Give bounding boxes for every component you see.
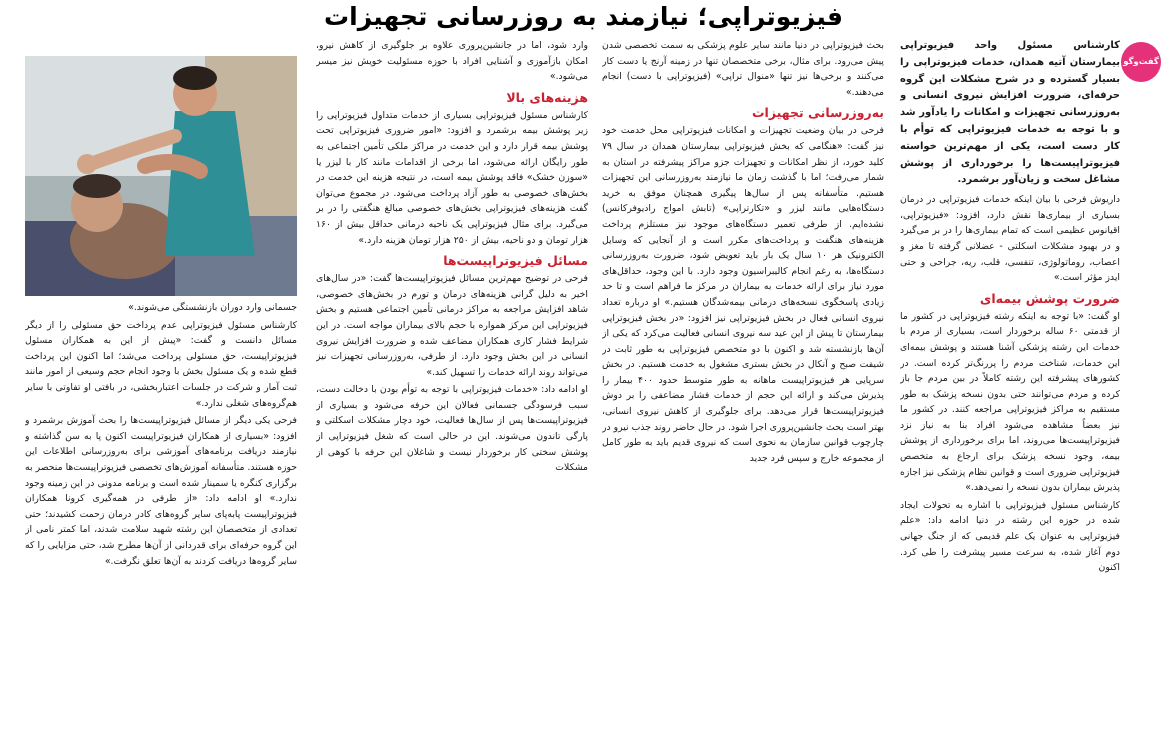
interview-badge: گفت‌وگو xyxy=(1121,42,1161,82)
section-heading: به‌روزرسانی تجهیزات xyxy=(752,105,884,121)
paragraph: او ادامه داد: «خدمات فیزیوتراپی با توجه به توأم بودن با دخالت دست، سبب فرسودگی جسمانی فعالان این حرفه می‌شود و بسیاری از فیزیوتراپیست‌ها پس از سال‌ها فعالیت، خود دچار مشکلات اسکلتی و پارگی تاندون می‌شوند. این در حالی است که شغل فیزیوتراپی از پوشش سختی کار برخوردار نیست و شاغلان این حرفه با کوهی از مشکلات xyxy=(316,384,588,474)
physiotherapy-photo xyxy=(25,56,297,296)
paragraph: وارد شود، اما در جانشین‌پروری علاوه بر جلوگیری از کاهش نیرو، امکان بازآموزی و آشنایی افراد با حوزه مسئولیت خویش نیز میسر می‌شود.» xyxy=(316,40,588,83)
section-heading: هزینه‌های بالا xyxy=(506,89,588,105)
paragraph: کارشناس مسئول فیزیوتراپی بسیاری از خدمات متداول فیزیوتراپی را زیر پوشش بیمه برشمرد و افزود: «امور ضروری فیزیوتراپی تحت پوشش بیمه قرار دارد و این خدمت در مراکز ملکی تأمین اجتماعی به طور رایگان ارائه می‌شود، اما برخی از اقدامات مانند کار با لیزر یا «سوزن خشک» فاقد پوشش بیمه است، در نتیجه هزینه این خدمت در بخش‌های خصوصی به طور آزاد پرداخت می‌شود. در مجموع می‌توان گفت هزینه‌های فیزیوتراپی بخش‌های خصوصی مبالغ هنگفتی را در بر می‌گیرد. برای مثال فیزیوتراپی یک ناحیه درمانی حداقل بیش از ۱۶۰ هزار تومان و دو ناحیه، بیش از ۲۵۰ هزار تومان هزینه دارد.» xyxy=(316,109,588,246)
section-heading: ضرورت پوشش بیمه‌ای xyxy=(979,290,1120,306)
paragraph: کارشناس مسئول فیزیوتراپی عدم پرداخت حق مسئولی را از دیگر مسائل دانست و گفت: «پیش از این به همکاران مسئول فیزیوتراپیست، حق مسئولی پرداخت می‌شد؛ اما اکنون این پرداخت قطع شده و یک مسئول بخش با وجود انجام حجم وسیعی از امور مانند ثبت آمار و شرکت در جلسات اعتباربخشی، در بافتی او تفاوتی با سایر هم‌گروه‌های شغلی ندارد.» xyxy=(25,319,297,409)
paragraph: بحث فیزیوتراپی در دنیا مانند سایر علوم پزشکی به سمت تخصصی شدن پیش می‌رود. برای مثال، برخی متخصصان تنها در زمینه آرنج یا دست کار می‌کنند و برخی‌ها نیز تنها «منوال تراپی» (فیزیوتراپی با دست) انجام می‌دهند.» xyxy=(602,40,884,98)
column-4 xyxy=(25,300,297,740)
lead-paragraph: کارشناس مسئول واحد فیزیوتراپی بیمارستان آتیه همدان، خدمات فیزیوتراپی را بسیار گسترده و در شرح مشکلات این گروه حرفه‌ای، ضرورت افزایش نیروی انسانی و به‌روزرسانی تجهیزات و امکانات را یادآور شد و با توجه به خدمات فیزیوتراپی که توأم با کار دست است، یکی از مهم‌ترین خواسته فیزیوتراپیست‌ها را برخورداری از پوشش مشاغل سخت و زیان‌آور برشمرد. xyxy=(900,40,1120,186)
paragraph: فرحی در توضیح مهم‌ترین مسائل فیزیوتراپیست‌ها گفت: «در سال‌های اخیر به دلیل گرانی هزینه‌های درمان و تورم در بخش‌های خصوصی، شاهد افزایش مراجعه به مراکز درمانی تأمین اجتماعی هستیم و بخش فیزیوتراپی این مرکز همواره با حجم بالای بیماران مواجه است. در این شرایط فشار کاری همکاران مضاعف شده و ضرورت افزایش نیروی انسانی در این بخش وجود دارد. از طرفی، به‌روزرسانی تجهیزات نیز می‌تواند روند ارائه خدمات را تسهیل کند.» xyxy=(316,273,588,378)
article-photo xyxy=(25,56,297,296)
paragraph: کارشناس مسئول فیزیوتراپی با اشاره به تحولات ایجاد شده در حوزه این رشته در دنیا ادامه داد: «علم فیزیوتراپی به عنوان یک علم قدیمی که از جنگ جهانی دوم آغاز شده، به سرعت مسیر پیشرفت را طی کرد. اکنون xyxy=(900,499,1120,574)
column-1 xyxy=(900,38,1120,738)
column-3 xyxy=(316,38,588,738)
paragraph: فرحی یکی دیگر از مسائل فیزیوتراپیست‌ها را بحث آموزش برشمرد و افزود: «بسیاری از همکاران فیزیوتراپیست اکنون پا به سن گذاشته و نیازمند دریافت برنامه‌های آموزشی برای به‌روزرسانی اطلاعات این حوزه هستند. متأسفانه آموزش‌های تخصصی فیزیوتراپیست‌ها منحصر به برگزاری کنگره یا سمینار شده است و برنامه مدونی در این زمینه وجود ندارد.» او ادامه داد: «از طرفی در همه‌گیری کرونا همکاران فیزیوتراپیست پابه‌پای سایر گروه‌های کادر درمان زحمت کشیدند؛ حتی تعدادی از متخصصان این رشته شهید سلامت شدند، اما کمتر نامی از این گروه حرفه‌ای برای قدردانی از آن‌ها مطرح شد، حتی مزایایی را که سایر گروه‌ها دریافت کردند به آن‌ها تعلق نگرفت.» xyxy=(25,415,297,567)
headline: فیزیوتراپی؛ نیازمند به روزرسانی تجهیزات xyxy=(324,2,843,31)
paragraph: جسمانی وارد دوران بازنشستگی می‌شوند.» xyxy=(128,302,297,313)
section-heading: مسائل فیزیوتراپیست‌ها xyxy=(443,253,588,269)
paragraph: فرحی در بیان وضعیت تجهیزات و امکانات فیزیوتراپی محل خدمت خود نیز گفت: «هنگامی که بخش فیزیوتراپی بیمارستان همدان در سال ۷۹ کلید خورد، از نظر امکانات و تجهیزات جزو مراکز پیشرفته در استان به شمار می‌رفت؛ اما با گذشت زمان ما نیازمند به‌روزرسانی این تجهیزات هستیم. متأسفانه پس از سال‌ها پیگیری همچنان موفق به خرید دستگاه‌هایی مانند لیزر و «تکارتراپی» (تابش امواج رادیوفرکانس) نشده‌ایم. از طرفی تعمیر دستگاه‌های موجود نیز مستلزم پرداخت هزینه‌های هنگفت و پرداخت‌های مکرر است و از آنجایی که وسایل الکترونیک هر ۱۰ سال یک بار باید تعویض شود، ضرورت به‌روزرسانی دستگاه‌ها، به رغم انجام کالیبراسیون وجود دارد. با این وجود، حداقل‌های مورد نیاز برای ارائه خدمات به بیماران در مرکز ما فراهم است و تا حد زیادی پاسخگوی نسخه‌های درمانی بیمه‌شدگان هستیم.» او درباره تعداد نیروی انسانی فعال در بخش فیزیوتراپی نیز افزود: «در بخش فیزیوتراپی بیمارستان تا پیش از این عید سه نیروی انسانی فعالیت می‌کرد که یکی از آن‌ها بازنشسته شد و اکنون با دو متخصص فیزیوتراپی به طور ثابت در شیفت صبح و آنکال در بخش بستری مشغول به خدمت هستیم. در بخش سرپایی هر فیزیوتراپیست ماهانه به طور متوسط حدود ۴۰۰ بیمار را پذیرش می‌کند و ارائه این حجم از خدمات فشار مضاعفی را بر دوش فیزیوتراپیست‌ها قرار می‌دهد. برای جلوگیری از کاهش نیروی انسانی، بهتر است بحث جانشین‌پروری اجرا شود. در حال حاضر روند جذب نیرو در چارچوب قوانین سازمان به نحوی است که نیروی قدیم باید به طور کامل از مجموعه خارج و سپس فرد جدید xyxy=(602,125,884,464)
paragraph: داریوش فرحی با بیان اینکه خدمات فیزیوتراپی در درمان بسیاری از بیماری‌ها نقش دارد، افزود: «فیزیوتراپی، اقیانوس عظیمی است که تمام بیماری‌ها را در بر می‌گیرد و در بهبود مشکلات اسکلتی - عضلانی گرفته تا مغز و اعصاب، روماتولوژی، تنفسی، قلب، ریه، جراحی و حتی ایدز مؤثر است.» xyxy=(900,194,1120,284)
column-2 xyxy=(602,38,884,738)
paragraph: او گفت: «با توجه به اینکه رشته فیزیوتراپی در کشور ما از قدمتی ۶۰ ساله برخوردار است، بسیاری از مردم با خدمات این رشته پزشکی آشنا هستند و پوشش بیمه‌ای این خدمات، شناخت مردم را پررنگ‌تر کرده است. در کشورهای پیشرفته این رشته کاملاً در بین مردم جا باز کرده و مردم می‌توانند حتی بدون نسخه پزشک به طور مستقیم به مراکز فیزیوتراپی مراجعه کنند. در کشور ما نیز بعضاً مشاهده می‌شود افراد بنا به نیاز نزد فیزیوتراپیست‌ها می‌روند، اما برای برخورداری از پوشش بیمه، وجود نسخه پزشک برای ارجاع به متخصص فیزیوتراپی ضروری است و قوانین نظام پزشکی نیز اجازه پذیرش بیماران بدون نسخه را نمی‌دهد.» xyxy=(900,310,1120,494)
